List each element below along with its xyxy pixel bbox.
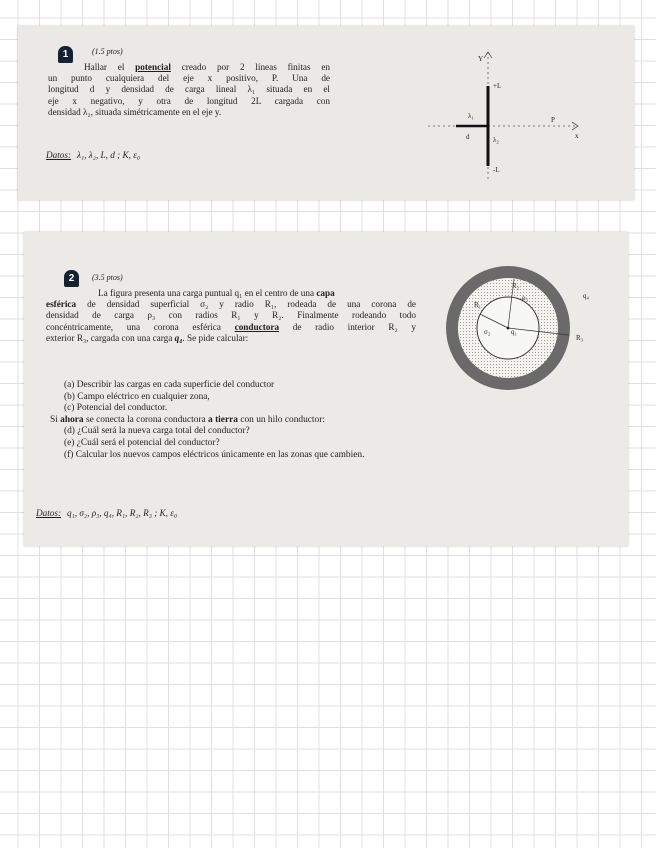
problem-1-statement <box>48 62 330 118</box>
problem-1-number-badge: 1 <box>58 46 73 63</box>
problem-1-datos <box>46 150 140 160</box>
datos-values: q₁, σ₂, ρ₃, q₄, R₁, R₂, R₃ ; K, ε₀ <box>67 508 178 518</box>
point-p-label: P <box>551 116 555 124</box>
item-f: (f) Calcular los nuevos campos eléctricos únicamente en las zonas que cambien. <box>64 449 365 460</box>
item-d: (d) ¿Cuál será la nueva carga total del conductor? <box>64 426 250 437</box>
statement-line: La figura presenta una carga puntual q₁ en el centro de una capa <box>98 288 335 298</box>
problem-2-points: (3.5 ptos) <box>92 273 123 282</box>
problem-1-points: (1.5 ptos) <box>92 47 123 56</box>
statement-line: Hallar el potencial creado por 2 líneas finitas en <box>84 62 330 72</box>
lambda1-label: λ₁ <box>468 112 474 120</box>
two-lines-figure <box>418 42 608 192</box>
datos-values: λ₁, λ₂, L, d ; K, ε₀ <box>77 150 141 160</box>
statement-line: eje x negativo, y otra de longitud 2L cargada con <box>48 95 330 106</box>
item-c: (c) Potencial del conductor. <box>64 403 168 414</box>
x-axis-label: x <box>575 132 579 140</box>
q1-label: q₁ <box>511 328 517 336</box>
statement-line: concéntricamente, una corona esférica conductora de radio interior R₂ y <box>46 321 416 332</box>
statement-line: un punto cualquiera del eje x positivo, P. Una de <box>48 73 330 84</box>
r2-label: R₂ <box>512 282 520 290</box>
r1-label: R₁ <box>474 301 482 309</box>
lambda2-label: λ₂ <box>493 136 499 144</box>
top-limit-label: +L <box>493 82 502 90</box>
statement-line: exterior R₃, cargada con una carga q₄. Se pide calcular: <box>46 332 249 343</box>
statement-line: densidad λ₂, situada simétricamente en el eje y. <box>48 106 222 117</box>
concentric-spheres-figure <box>438 264 628 394</box>
problem-2-statement <box>46 288 416 344</box>
r3-label: R₃ <box>576 334 584 342</box>
datos-label: Datos: <box>36 508 62 518</box>
y-axis-label: Y <box>478 55 484 63</box>
datos-label: Datos: <box>46 150 72 160</box>
item-e: (e) ¿Cuál será el potencial del conductor? <box>64 437 220 448</box>
problem-2-datos <box>36 508 177 518</box>
problem-1-photo <box>18 26 634 200</box>
item-b: (b) Campo eléctrico en cualquier zona, <box>64 391 210 402</box>
rho3-label: ρ₃ <box>522 294 528 302</box>
statement-line: esférica de densidad superficial σ₂ y radio R₁, rodeada de una corona de <box>46 299 416 310</box>
problem-2-number-badge: 2 <box>64 270 79 287</box>
statement-line: longitud d y densidad de carga lineal λ₁ situada en el <box>48 84 330 95</box>
ground-statement: Si ahora se conecta la corona conductora a tierra con un hilo conductor: <box>50 414 325 425</box>
sigma2-label: σ₂ <box>484 328 491 336</box>
item-a: (a) Describir las cargas en cada superficie del conductor <box>64 380 275 390</box>
bottom-limit-label: -L <box>493 166 500 174</box>
d-label: d <box>466 133 470 141</box>
problem-2-photo <box>24 232 628 546</box>
q4-label: q₄ <box>583 292 589 300</box>
statement-line: densidad de carga ρ₃ con radios R₁ y R₂. Finalmente rodeando todo <box>46 310 416 321</box>
problem-2-items <box>50 380 364 461</box>
